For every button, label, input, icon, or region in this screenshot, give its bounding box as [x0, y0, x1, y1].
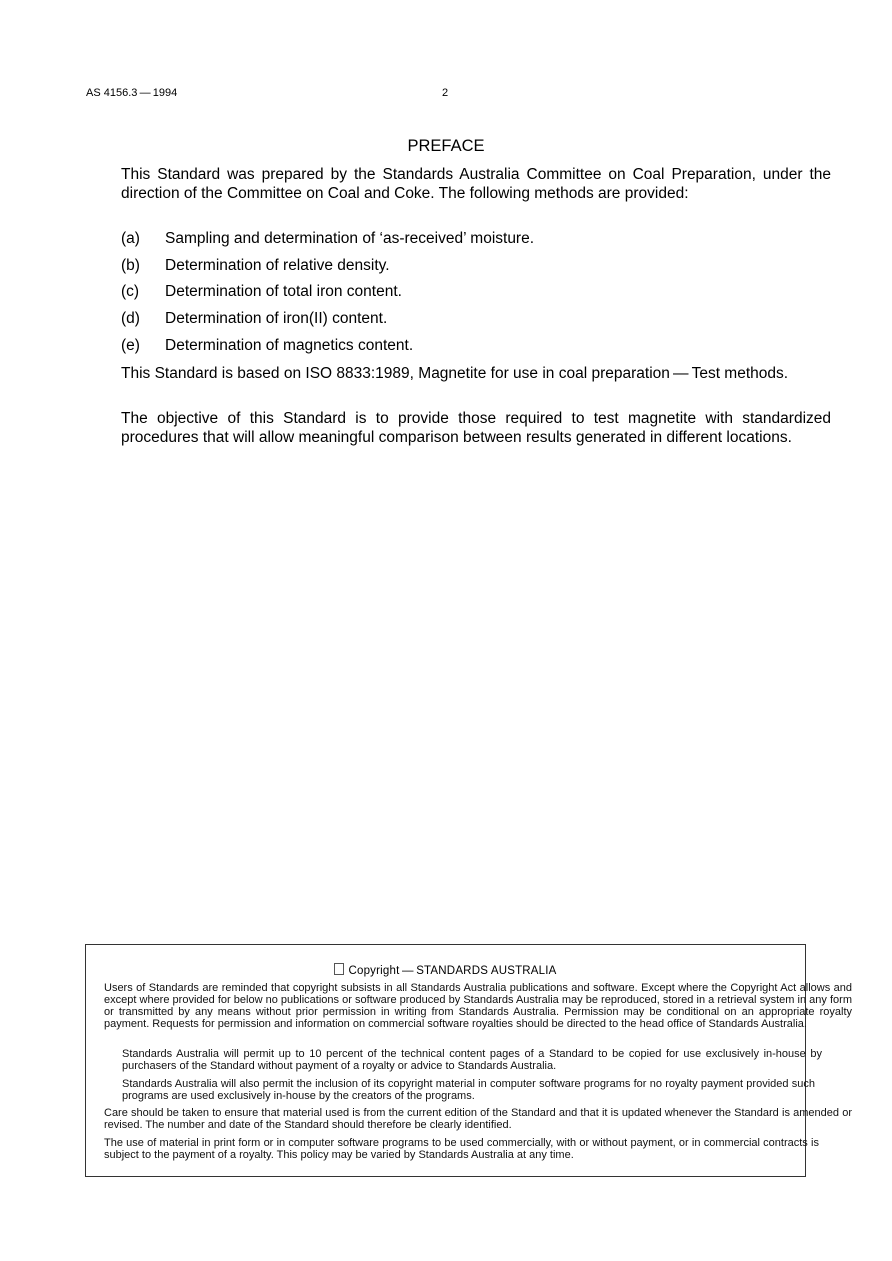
preface-intro-paragraph: This Standard was prepared by the Standards Australia Committee on Coal Preparation, under the direction of the Committee on Coal and Coke. The following methods are provided: — [121, 166, 831, 202]
copyright-paragraph: Care should be taken to ensure that material used is from the current edition of the Standard and that it is updated whenever the Standard is amended or revised. The number and date of the Standard should therefore be clearly identified. — [104, 1107, 852, 1131]
copyright-symbol-icon — [334, 963, 344, 975]
running-header-doc-id: AS 4156.3 — 1994 — [86, 87, 178, 99]
list-item — [121, 337, 413, 355]
list-item-text: Determination of total iron content. — [165, 283, 402, 300]
preface-objective-paragraph: The objective of this Standard is to provide those required to test magnetite with standardized procedures that will allow meaningful comparison between results generated in different locations. — [121, 410, 831, 446]
copyright-notice-box — [85, 944, 852, 1177]
copyright-paragraph: Users of Standards are reminded that copyright subsists in all Standards Australia publications and software. Except where the Copyright Act allows and except where provided for below no publications or software produced by Standards Australia may be reproduced, stored in a retrieval system in any form or transmitted by any means without prior permission in writing from Standards Australia. Permission may be conditional on an appropriate royalty payment. Requests for permission and information on commercial software royalties should be directed to the head office of Standards Australia. — [104, 982, 852, 1030]
list-item-text: Sampling and determination of ‘as-received’ moisture. — [165, 230, 535, 247]
preface-title: PREFACE — [407, 137, 485, 155]
list-item — [121, 310, 387, 328]
copyright-paragraph: Standards Australia will also permit the inclusion of its copyright material in computer software programs for no royalty payment provided such programs are used exclusively in-house by the creators of the programs. — [122, 1078, 815, 1102]
list-item-label: (a) — [121, 230, 140, 247]
list-item-text: Determination of relative density. — [165, 257, 390, 274]
list-item-label: (c) — [121, 283, 140, 300]
list-item-label: (b) — [121, 257, 140, 274]
list-item — [121, 283, 402, 301]
list-item-label: (d) — [121, 310, 140, 327]
page-number: 2 — [442, 87, 449, 99]
copyright-paragraph: The use of material in print form or in computer software programs to be used commercially, with or without payment, or in commercial contracts is subject to the payment of a royalty. This policy may be varied by Standards Australia at any time. — [104, 1137, 819, 1161]
copyright-heading-text: Copyright — STANDARDS AUSTRALIA — [348, 965, 557, 977]
list-item-label: (e) — [121, 337, 140, 354]
preface-basis-paragraph: This Standard is based on ISO 8833:1989, Magnetite for use in coal preparation — Test methods. — [121, 365, 789, 382]
copyright-heading — [86, 963, 805, 977]
list-item — [121, 230, 534, 248]
list-item-text: Determination of iron(II) content. — [165, 310, 388, 327]
list-item — [121, 257, 390, 275]
list-item-text: Determination of magnetics content. — [165, 337, 414, 354]
copyright-paragraph: Standards Australia will permit up to 10 percent of the technical content pages of a Standard to be copied for use exclusively in-house by purchasers of the Standard without payment of a royalty or advice to Standards Australia. — [122, 1048, 822, 1072]
